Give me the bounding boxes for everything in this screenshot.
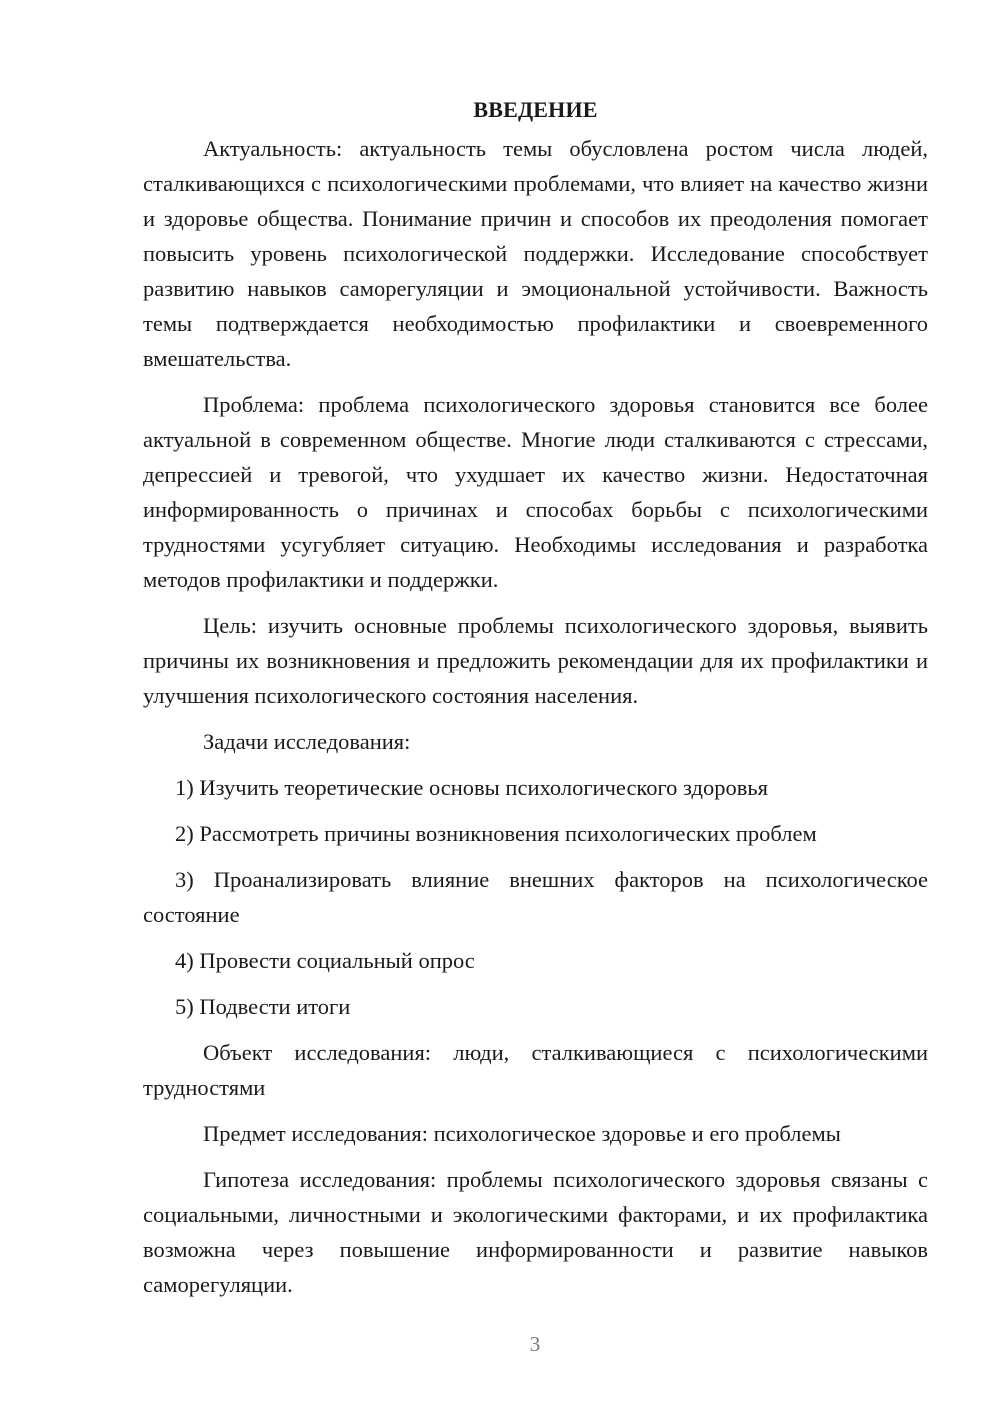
hypothesis-paragraph: Гипотеза исследования: проблемы психологического здоровья связаны с социальными, личностными и экологическими факторами, и их профилактика возможна через повышение информированности и развитие навыков саморегуляции. (143, 1167, 928, 1297)
subject-paragraph: Предмет исследования: психологическое здоровье и его проблемы (203, 1121, 841, 1146)
page-number: 3 (529, 1332, 541, 1356)
task-item: 4) Провести социальный опрос (175, 948, 475, 973)
task-item: 1) Изучить теоретические основы психологического здоровья (175, 775, 768, 800)
object-paragraph: Объект исследования: люди, сталкивающиеся с психологическими трудностями (143, 1040, 928, 1100)
goal-paragraph: Цель: изучить основные проблемы психологического здоровья, выявить причины их возникновения и предложить рекомендации для их профилактики и улучшения психологического состояния населения. (143, 613, 928, 708)
section-title: ВВЕДЕНИЕ (473, 97, 598, 122)
task-item: 3) Проанализировать влияние внешних факторов на психологическое состояние (143, 867, 928, 927)
tasks-heading: Задачи исследования: (203, 729, 411, 754)
relevance-paragraph: Актуальность: актуальность темы обусловлена ростом числа людей, сталкивающихся с психологическими проблемами, что влияет на качество жизни и здоровье общества. Понимание причин и способов их преодоления помогает повысить уровень психологической поддержки. Исследование способствует развитию навыков саморегуляции и эмоциональной устойчивости. Важность темы подтверждается необходимостью профилактики и своевременного вмешательства. (143, 136, 928, 371)
task-item: 5) Подвести итоги (175, 994, 351, 1019)
problem-paragraph: Проблема: проблема психологического здоровья становится все более актуальной в современном обществе. Многие люди сталкиваются с стрессами, депрессией и тревогой, что ухудшает их качество жизни. Недостаточная информированность о причинах и способах борьбы с психологическими трудностями усугубляет ситуацию. Необходимы исследования и разработка методов профилактики и поддержки. (143, 392, 928, 592)
document-page (143, 92, 928, 1313)
task-item: 2) Рассмотреть причины возникновения психологических проблем (175, 821, 817, 846)
